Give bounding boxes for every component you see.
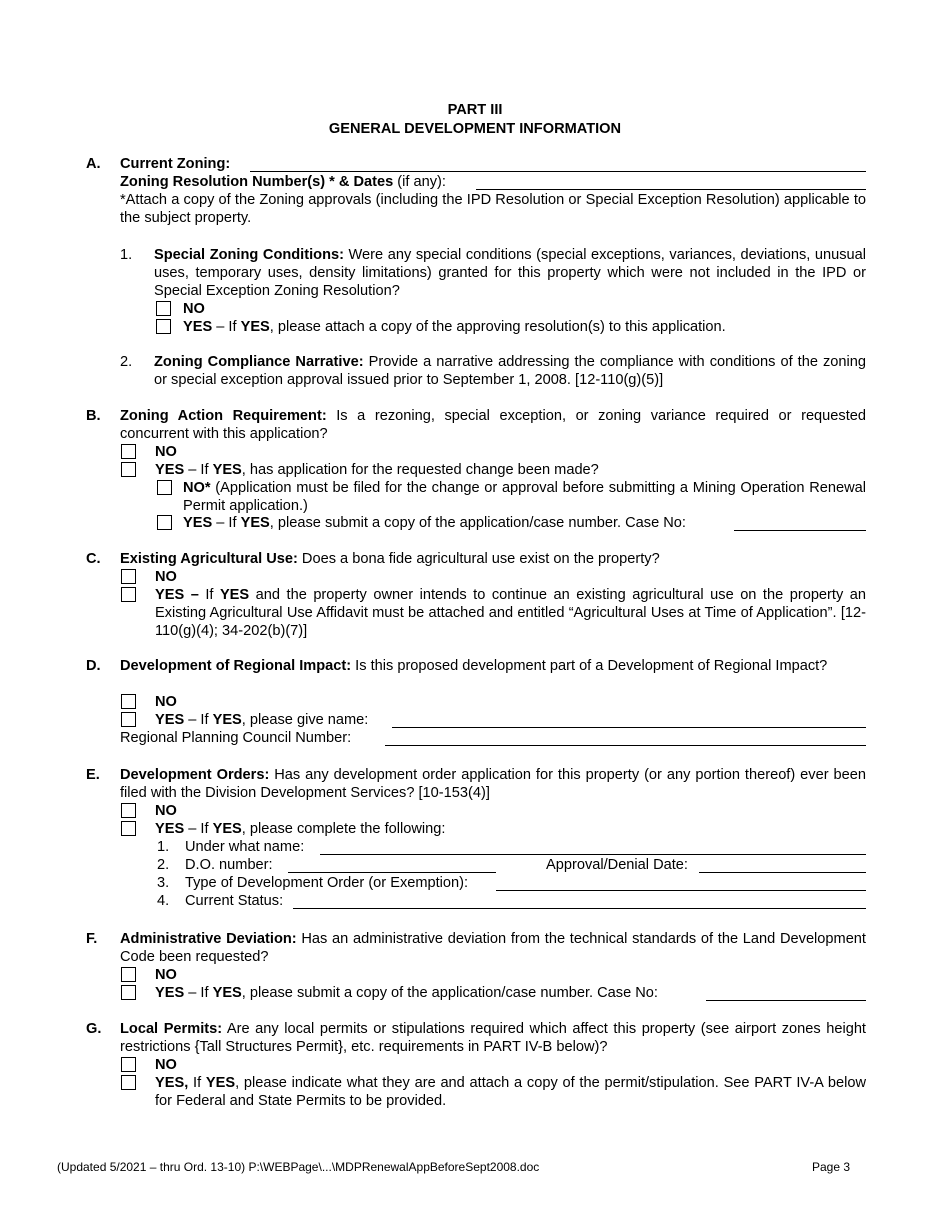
do-number-field[interactable] xyxy=(288,872,496,873)
do-number-label: D.O. number: xyxy=(185,857,273,873)
page-title: GENERAL DEVELOPMENT INFORMATION xyxy=(328,121,622,137)
footer-doc-info: (Updated 5/2021 – thru Ord. 13-10) P:\WEBPage\...\MDPRenewalAppBeforeSept2008.doc xyxy=(57,1160,540,1174)
zoning-action-no-label: NO xyxy=(155,444,177,460)
special-zoning-no-checkbox[interactable] xyxy=(156,301,171,316)
section-b-letter: B. xyxy=(86,408,101,424)
development-orders-no-label: NO xyxy=(155,803,177,819)
zoning-attach-note: *Attach a copy of the Zoning approvals (including the IPD Resolution or Special Exception Resolution) applicable to the subject property. xyxy=(120,192,866,226)
local-permits-yes-checkbox[interactable] xyxy=(121,1075,136,1090)
development-orders-yes-checkbox[interactable] xyxy=(121,821,136,836)
application-made-yes-checkbox[interactable] xyxy=(157,515,172,530)
zoning-action-no-checkbox[interactable] xyxy=(121,444,136,459)
regional-impact-text: Development of Regional Impact: Is this proposed development part of a Development of Regional Impact? xyxy=(120,658,828,674)
agricultural-use-yes-label: YES – If YES and the property owner intends to continue an existing agricultural use on the property an Existing Agricultural Use Affidavit must be attached and entitled “Agricultural Uses at Time of Application”. [12-110(g)(4); 34-202(b)(7)] xyxy=(155,587,866,639)
regional-impact-yes-label: YES – If YES, please give name: xyxy=(155,712,369,728)
development-orders-yes-label: YES – If YES, please complete the following: xyxy=(155,821,446,837)
application-made-yes-label: YES – If YES, please submit a copy of the application/case number. Case No: xyxy=(183,515,686,531)
special-zoning-yes-checkbox[interactable] xyxy=(156,319,171,334)
special-zoning-yes-label: YES – If YES, please attach a copy of the approving resolution(s) to this application. xyxy=(183,319,726,335)
current-zoning-label: Current Zoning: xyxy=(120,156,231,172)
section-e-letter: E. xyxy=(86,767,100,783)
agricultural-use-no-label: NO xyxy=(155,569,177,585)
application-made-no-label: NO* (Application must be filed for the change or approval before submitting a Mining Operation Renewal Permit application.) xyxy=(183,480,866,514)
do-item-number: 4. xyxy=(157,893,170,909)
page-number: Page 3 xyxy=(812,1160,851,1174)
agricultural-use-yes-checkbox[interactable] xyxy=(121,587,136,602)
zoning-case-number-field[interactable] xyxy=(734,530,866,531)
local-permits-text: Local Permits: Are any local permits or stipulations required which affect this property (see airport zones height restrictions {Tall Structures Permit}, etc. requirements in PART IV-B below)? xyxy=(120,1021,866,1055)
a-item2-number: 2. xyxy=(120,354,133,370)
a-item1-number: 1. xyxy=(120,247,133,263)
do-item-number: 2. xyxy=(157,857,170,873)
do-item-number: 3. xyxy=(157,875,170,891)
admin-deviation-yes-checkbox[interactable] xyxy=(121,985,136,1000)
do-type-field[interactable] xyxy=(496,890,866,891)
approval-date-field[interactable] xyxy=(699,872,866,873)
local-permits-no-checkbox[interactable] xyxy=(121,1057,136,1072)
admin-deviation-no-checkbox[interactable] xyxy=(121,967,136,982)
zoning-action-yes-checkbox[interactable] xyxy=(121,462,136,477)
application-made-no-checkbox[interactable] xyxy=(157,480,172,495)
do-name-field[interactable] xyxy=(320,854,866,855)
approval-date-label: Approval/Denial Date: xyxy=(546,857,688,873)
section-c-letter: C. xyxy=(86,551,101,567)
local-permits-yes-label: YES, If YES, please indicate what they are and attach a copy of the permit/stipulation. See PART IV-A below for Federal and State Permits to be provided. xyxy=(155,1075,866,1109)
section-d-letter: D. xyxy=(86,658,101,674)
zoning-resolution-field[interactable] xyxy=(476,189,866,190)
do-type-label: Type of Development Order (or Exemption): xyxy=(185,875,469,891)
do-status-label: Current Status: xyxy=(185,893,284,909)
admin-deviation-yes-label: YES – If YES, please submit a copy of the application/case number. Case No: xyxy=(155,985,658,1001)
agricultural-use-no-checkbox[interactable] xyxy=(121,569,136,584)
section-g-letter: G. xyxy=(86,1021,102,1037)
do-item-number: 1. xyxy=(157,839,170,855)
do-name-label: Under what name: xyxy=(185,839,305,855)
admin-deviation-no-label: NO xyxy=(155,967,177,983)
local-permits-no-label: NO xyxy=(155,1057,177,1073)
development-orders-text: Development Orders: Has any development order application for this property (or any portion thereof) ever been filed with the Division Development Services? [10-153(4)] xyxy=(120,767,866,801)
regional-impact-no-checkbox[interactable] xyxy=(121,694,136,709)
current-zoning-field[interactable] xyxy=(250,171,866,172)
section-f-letter: F. xyxy=(86,931,98,947)
administrative-deviation-text: Administrative Deviation: Has an administrative deviation from the technical standards of the Land Development Code been requested? xyxy=(120,931,866,965)
regional-impact-yes-checkbox[interactable] xyxy=(121,712,136,727)
dri-name-field[interactable] xyxy=(392,727,866,728)
zoning-compliance-text: Zoning Compliance Narrative: Provide a narrative addressing the compliance with conditions of the zoning or special exception approval issued prior to September 1, 2008. [12-110(g)(5)] xyxy=(154,354,866,388)
rpc-number-field[interactable] xyxy=(385,745,866,746)
zoning-resolution-label: Zoning Resolution Number(s) * & Dates (if any): xyxy=(120,174,446,190)
admin-deviation-case-number-field[interactable] xyxy=(706,1000,866,1001)
special-zoning-conditions-text: Special Zoning Conditions: Were any special conditions (special exceptions, variances, deviations, unusual uses, temporary uses, density limitations) granted for this property which were not included in the IPD or Special Exception Zoning Resolution? xyxy=(154,247,867,299)
development-orders-no-checkbox[interactable] xyxy=(121,803,136,818)
agricultural-use-text: Existing Agricultural Use: Does a bona fide agricultural use exist on the property? xyxy=(120,551,660,567)
section-a-letter: A. xyxy=(86,156,101,172)
zoning-action-yes-label: YES – If YES, has application for the requested change been made? xyxy=(155,462,599,478)
zoning-action-text: Zoning Action Requirement: Is a rezoning, special exception, or zoning variance required or requested concurrent with this application? xyxy=(120,408,866,442)
do-status-field[interactable] xyxy=(293,908,866,909)
rpc-number-label: Regional Planning Council Number: xyxy=(120,730,352,746)
regional-impact-no-label: NO xyxy=(155,694,177,710)
part-heading: PART III xyxy=(447,102,503,118)
special-zoning-no-label: NO xyxy=(183,301,205,317)
